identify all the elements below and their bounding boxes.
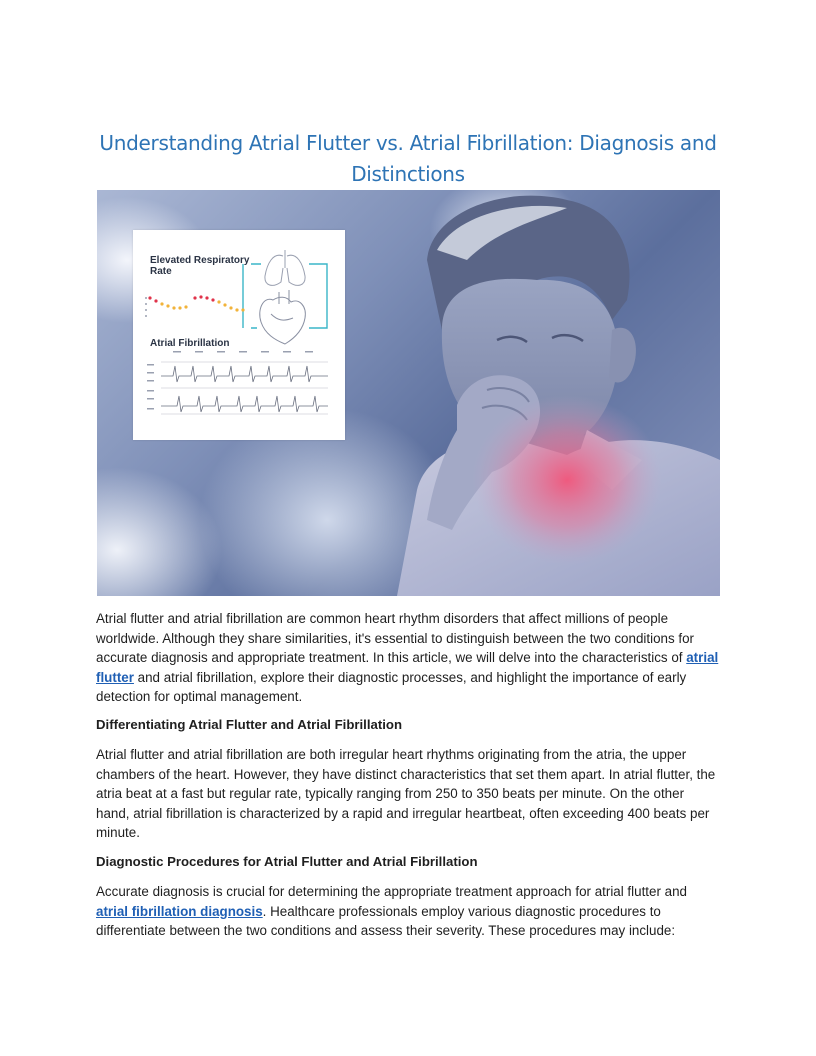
document-title: Understanding Atrial Flutter vs. Atrial Fibrillation: Diagnosis and Distinctions (99, 131, 717, 186)
atrial-fibrillation-diagnosis-link[interactable]: atrial fibrillation diagnosis (96, 903, 263, 919)
inset-title-respiratory: Elevated Respiratory Rate (150, 255, 250, 277)
diagram-inset (133, 230, 345, 440)
section-heading-differentiating: Differentiating Atrial Flutter and Atrial Fibrillation (96, 717, 403, 732)
ecg-strips (161, 362, 328, 414)
diagnostic-text-start: Accurate diagnosis is crucial for determining the appropriate treatment approach for atrial flutter and (96, 884, 687, 899)
heart-icon (260, 290, 306, 344)
respiratory-dots (145, 295, 245, 317)
intro-paragraph (96, 609, 721, 707)
lungs-icon (265, 250, 305, 285)
diagnostic-text-end: . Healthcare professionals employ various diagnostic procedures to differentiate between the two conditions and assess their severity. These procedures may include: (96, 903, 676, 938)
diagnostic-paragraph (96, 882, 721, 941)
hero-image (97, 190, 720, 596)
atrial-flutter-link[interactable]: atrial flutter (96, 650, 719, 685)
inset-graphics (133, 230, 345, 440)
intro-text-end: and atrial fibrillation, explore their diagnostic processes, and highlight the importance of early detection for optimal management. (96, 669, 687, 704)
differentiating-paragraph: Atrial flutter and atrial fibrillation are both irregular heart rhythms originating from the atria, the upper chambers of the heart. However, they have distinct characteristics that set them apart. In atrial flutter, the atria beat at a fast but regular rate, typically ranging from 250 to 350 beats per minute. On the other hand, atrial fibrillation is characterized by a rapid and irregular heartbeat, often exceeding 400 beats per minute. (96, 747, 716, 840)
inset-title-fibrillation: Atrial Fibrillation (150, 338, 230, 349)
intro-text-start: Atrial flutter and atrial fibrillation are common heart rhythm disorders that affect millions of people worldwide. Although they share similarities, it's essential to distinguish between the two conditions for accurate diagnosis and appropriate treatment. In this article, we will delve into the characteristics of (96, 611, 695, 665)
section-heading-diagnostic: Diagnostic Procedures for Atrial Flutter and Atrial Fibrillation (96, 854, 478, 869)
